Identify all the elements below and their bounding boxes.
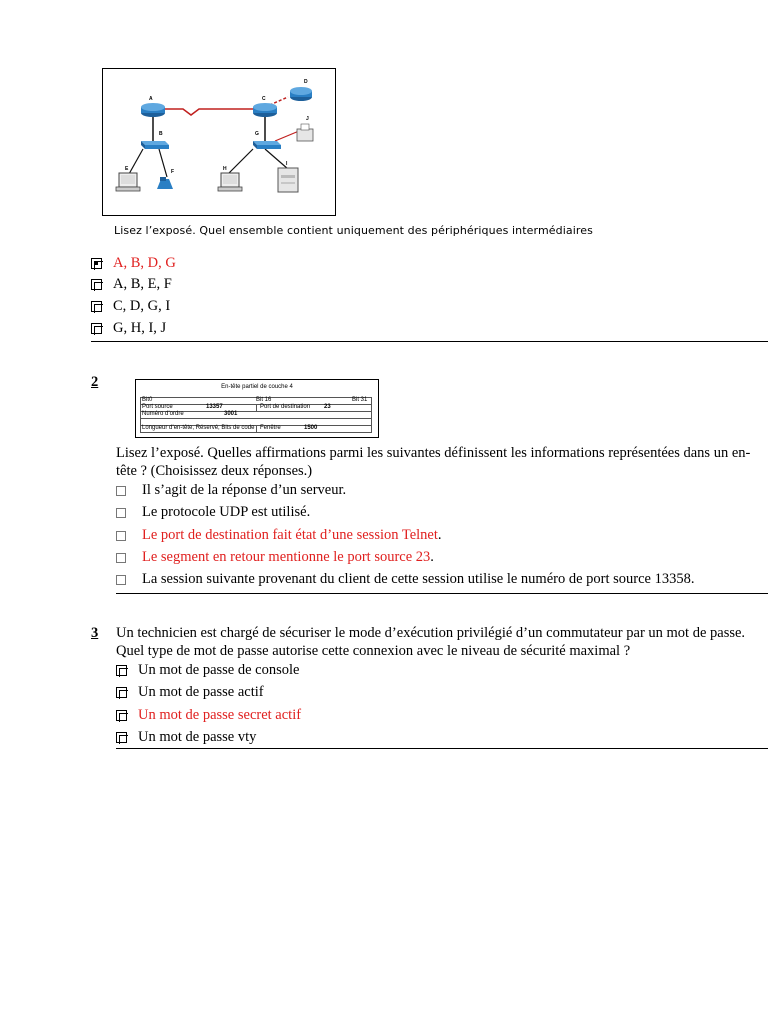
q3-option-label: Un mot de passe de console	[138, 662, 300, 678]
q2-number: 2	[91, 374, 99, 390]
radio-icon[interactable]	[116, 732, 127, 743]
svg-text:C: C	[262, 96, 266, 102]
link-g-j	[275, 131, 299, 141]
divider	[116, 593, 768, 594]
bit16-label: Bit 16	[256, 397, 272, 403]
pc-e-icon	[116, 173, 140, 191]
network-topology-figure	[102, 68, 336, 216]
q3-number: 3	[91, 625, 99, 641]
svg-text:D: D	[304, 79, 308, 85]
switch-g-icon	[253, 141, 281, 149]
router-c-icon	[253, 103, 277, 117]
sequence-label: Numéro d’ordre	[142, 411, 184, 417]
q2-option-1[interactable]	[116, 482, 346, 499]
svg-text:G: G	[255, 131, 259, 137]
source-port-value: 13357	[206, 404, 223, 410]
q2-option-2[interactable]	[116, 504, 310, 521]
q2-option-suffix: .	[437, 527, 442, 543]
q1-option-2[interactable]	[91, 276, 172, 293]
q2-option-5[interactable]	[116, 571, 694, 588]
svg-text:B: B	[159, 131, 163, 137]
q3-question-text: Un technicien est chargé de sécuriser le mode d’exécution privilégié d’un commutateur par un mot de passe. Quel type de mot de passe autorise cette connexion avec le niveau de sécurité maximal ?	[116, 625, 746, 659]
q2-option-4[interactable]	[116, 549, 434, 566]
q1-option-label: C, D, G, I	[113, 298, 171, 314]
svg-text:E: E	[125, 166, 129, 172]
q2-option-label: Le port de destination fait état d’une session Telnet	[142, 527, 438, 543]
link-b-f	[159, 149, 167, 177]
header-length-label: Longueur d’en-tête, Réservé, Bits de code	[142, 425, 255, 431]
radio-selected-icon[interactable]	[91, 258, 102, 269]
q3-option-3[interactable]	[116, 707, 301, 724]
q2-option-suffix: .	[430, 549, 434, 565]
svg-text:I: I	[286, 161, 288, 167]
dest-port-value: 23	[324, 404, 331, 410]
pc-h-icon	[218, 173, 242, 191]
q2-option-label: Le protocole UDP est utilisé.	[142, 504, 311, 520]
router-a-icon	[141, 103, 165, 117]
q1-option-label: A, B, D, G	[113, 255, 176, 271]
switch-b-icon	[141, 141, 169, 149]
q1-option-1[interactable]	[91, 255, 176, 272]
q3-option-1[interactable]	[116, 662, 299, 679]
source-port-label: Port source	[142, 404, 173, 410]
dest-port-label: Port de destination	[260, 404, 311, 410]
checkbox-icon[interactable]	[116, 531, 126, 541]
q1-option-3[interactable]	[91, 298, 170, 315]
router-d-icon	[290, 87, 312, 101]
radio-icon[interactable]	[91, 301, 102, 312]
q2-question-text: Lisez l’exposé. Quelles affirmations parmi les suivantes définissent les informations représentées dans un en-tête ? (Choisissez deux réponses.)	[116, 445, 751, 479]
checkbox-icon[interactable]	[116, 553, 126, 563]
q3-option-label: Un mot de passe secret actif	[138, 707, 302, 723]
bit31-label: Bit 31	[352, 397, 368, 403]
q2-option-label: La session suivante provenant du client de cette session utilise le numéro de port source 13358.	[142, 571, 695, 587]
q3-option-4[interactable]	[116, 729, 256, 746]
svg-text:H: H	[223, 166, 227, 172]
q1-option-4[interactable]	[91, 320, 166, 337]
svg-text:A: A	[149, 96, 153, 102]
q2-option-3[interactable]	[116, 527, 442, 544]
radio-icon[interactable]	[116, 665, 127, 676]
window-value: 1500	[304, 425, 318, 431]
radio-icon[interactable]	[91, 279, 102, 290]
link-a-c-serial	[165, 109, 253, 115]
checkbox-icon[interactable]	[116, 575, 126, 585]
link-b-e	[129, 149, 143, 174]
q2-option-label: Le segment en retour mentionne le port source 23	[142, 549, 431, 565]
q3-option-label: Un mot de passe vty	[138, 729, 257, 745]
header-grid	[140, 397, 372, 433]
q1-question-text: Lisez l’exposé. Quel ensemble contient uniquement des périphériques intermédiaires	[114, 224, 593, 237]
svg-text:J: J	[306, 116, 309, 122]
q3-option-label: Un mot de passe actif	[138, 684, 264, 700]
window-label: Fenêtre	[260, 425, 281, 431]
printer-j-icon	[297, 124, 313, 141]
divider	[91, 341, 768, 342]
divider	[116, 748, 768, 749]
radio-icon[interactable]	[116, 687, 127, 698]
radio-icon[interactable]	[116, 710, 127, 721]
radio-icon[interactable]	[91, 323, 102, 334]
sequence-value: 3001	[224, 411, 238, 417]
ip-phone-f-icon	[157, 177, 173, 189]
q1-option-label: A, B, E, F	[113, 276, 172, 292]
layer4-header-figure	[135, 379, 379, 438]
link-g-h	[229, 149, 253, 173]
server-i-icon	[278, 168, 298, 192]
link-g-i	[265, 149, 288, 169]
q1-option-label: G, H, I, J	[113, 320, 167, 336]
topology-diagram	[103, 69, 335, 215]
bit0-label: Bit0	[142, 397, 153, 403]
header-figure-title: En-tête partiel de couche 4	[221, 384, 293, 390]
q3-option-2[interactable]	[116, 684, 264, 701]
q2-option-label: Il s’agit de la réponse d’un serveur.	[142, 482, 347, 498]
checkbox-icon[interactable]	[116, 508, 126, 518]
checkbox-icon[interactable]	[116, 486, 126, 496]
svg-text:F: F	[171, 169, 175, 175]
